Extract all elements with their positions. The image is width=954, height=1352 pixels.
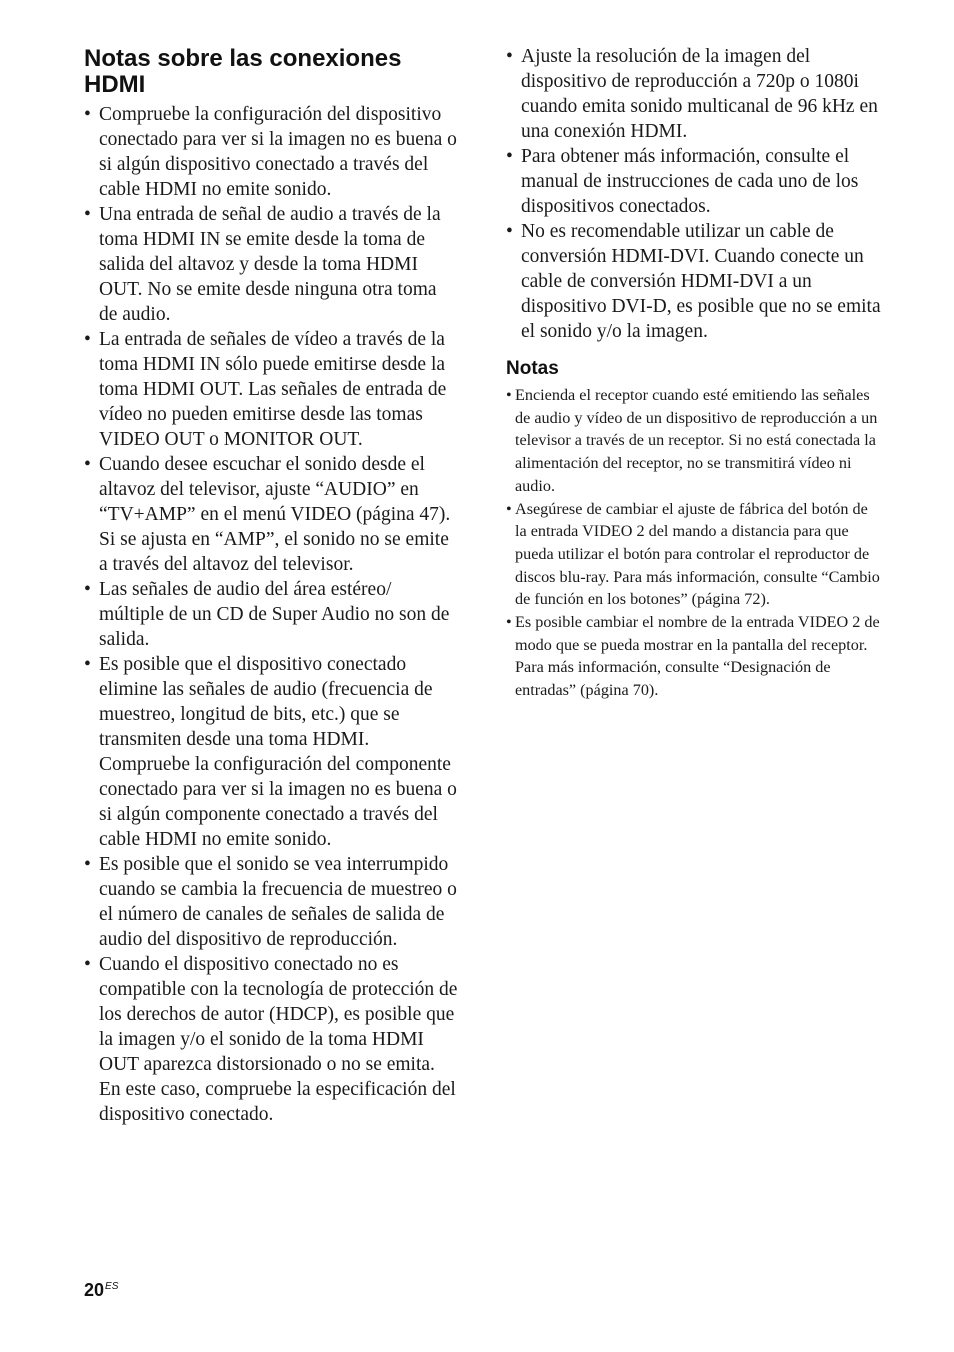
section-title xyxy=(84,46,458,98)
list-item: • Compruebe la configuración del dispositivo conectado para ver si la imagen no es buena o si algún dispositivo conectado a través del cable HDMI no emite sonido. xyxy=(84,102,458,202)
list-item: • La entrada de señales de vídeo a través de la toma HDMI IN sólo puede emitirse desde la toma HDMI OUT. Las señales de entrada de vídeo no pueden emitirse desde las tomas VIDEO OUT o MONITOR OUT. xyxy=(84,327,458,452)
notes-heading: Notas xyxy=(506,358,559,379)
hdmi-notes-list-continued xyxy=(506,44,882,344)
list-item-hdcp xyxy=(84,952,458,1127)
hdmi-notes-list xyxy=(84,102,458,1127)
page-language-suffix: ES xyxy=(105,1281,119,1292)
note-item: • Es posible cambiar el nombre de la entrada VIDEO 2 de modo que se pueda mostrar en la pantalla del receptor. Para más información, consulte “Designación de entradas” (página 70). xyxy=(506,611,882,702)
list-item: • Para obtener más información, consulte el manual de instrucciones de cada uno de los dispositivos conectados. xyxy=(506,144,882,219)
list-item: • No es recomendable utilizar un cable de conversión HDMI-DVI. Cuando conecte un cable de conversión HDMI-DVI a un dispositivo DVI-D, es posible que no se emita el sonido y/o la imagen. xyxy=(506,219,882,344)
list-item: • Es posible que el sonido se vea interrumpido cuando se cambia la frecuencia de muestreo o el número de canales de señales de salida de audio del dispositivo de reproducción. xyxy=(84,852,458,952)
page-number-value: 20 xyxy=(84,1280,105,1300)
list-item: • Una entrada de señal de audio a través de la toma HDMI IN se emite desde la toma de salida del altavoz y desde la toma HDMI OUT. No se emite desde ninguna otra toma de audio. xyxy=(84,202,458,327)
list-item-extra-paragraph: En este caso, compruebe la especificación del dispositivo conectado. xyxy=(99,1079,456,1125)
list-item: • Cuando desee escuchar el sonido desde el altavoz del televisor, ajuste “AUDIO” en “TV+AMP” en el menú VIDEO (página 47). Si se ajusta en “AMP”, el sonido no se emite a través del altavoz del televisor. xyxy=(84,452,458,577)
list-item-text: Cuando el dispositivo conectado no es compatible con la tecnología de protección de los derechos de autor (HDCP), es posible que la imagen y/o el sonido de la toma HDMI OUT aparezca distorsionado o no se emita. xyxy=(99,954,458,1075)
note-item: • Asegúrese de cambiar el ajuste de fábrica del botón de la entrada VIDEO 2 del mando a distancia para que pueda utilizar el botón para controlar el reproductor de discos blu-ray. Para más información, consulte “Cambio de función en los botones” (página 72). xyxy=(506,498,882,612)
list-item: • Ajuste la resolución de la imagen del dispositivo de reproducción a 720p o 1080i cuando emita sonido multicanal de 96 kHz en una conexión HDMI. xyxy=(506,44,882,144)
list-item: • Las señales de audio del área estéreo/ múltiple de un CD de Super Audio no son de salida. xyxy=(84,577,458,652)
page-number xyxy=(84,1280,118,1301)
list-item: • Es posible que el dispositivo conectado elimine las señales de audio (frecuencia de muestreo, longitud de bits, etc.) que se transmiten desde una toma HDMI. Compruebe la configuración del componente conectado para ver si la imagen no es buena o si algún componente conectado a través del cable HDMI no emite sonido. xyxy=(84,652,458,852)
left-column xyxy=(84,44,458,1127)
notes-list xyxy=(506,384,882,702)
right-column xyxy=(506,44,882,702)
section-title-line2: HDMI xyxy=(84,71,146,98)
section-title-line1: Notas sobre las conexiones xyxy=(84,45,402,72)
note-item: • Encienda el receptor cuando esté emitiendo las señales de audio y vídeo de un dispositivo de reproducción a un televisor a través de un receptor. Si no está conectada la alimentación del receptor, no se transmitirá vídeo ni audio. xyxy=(506,384,882,498)
